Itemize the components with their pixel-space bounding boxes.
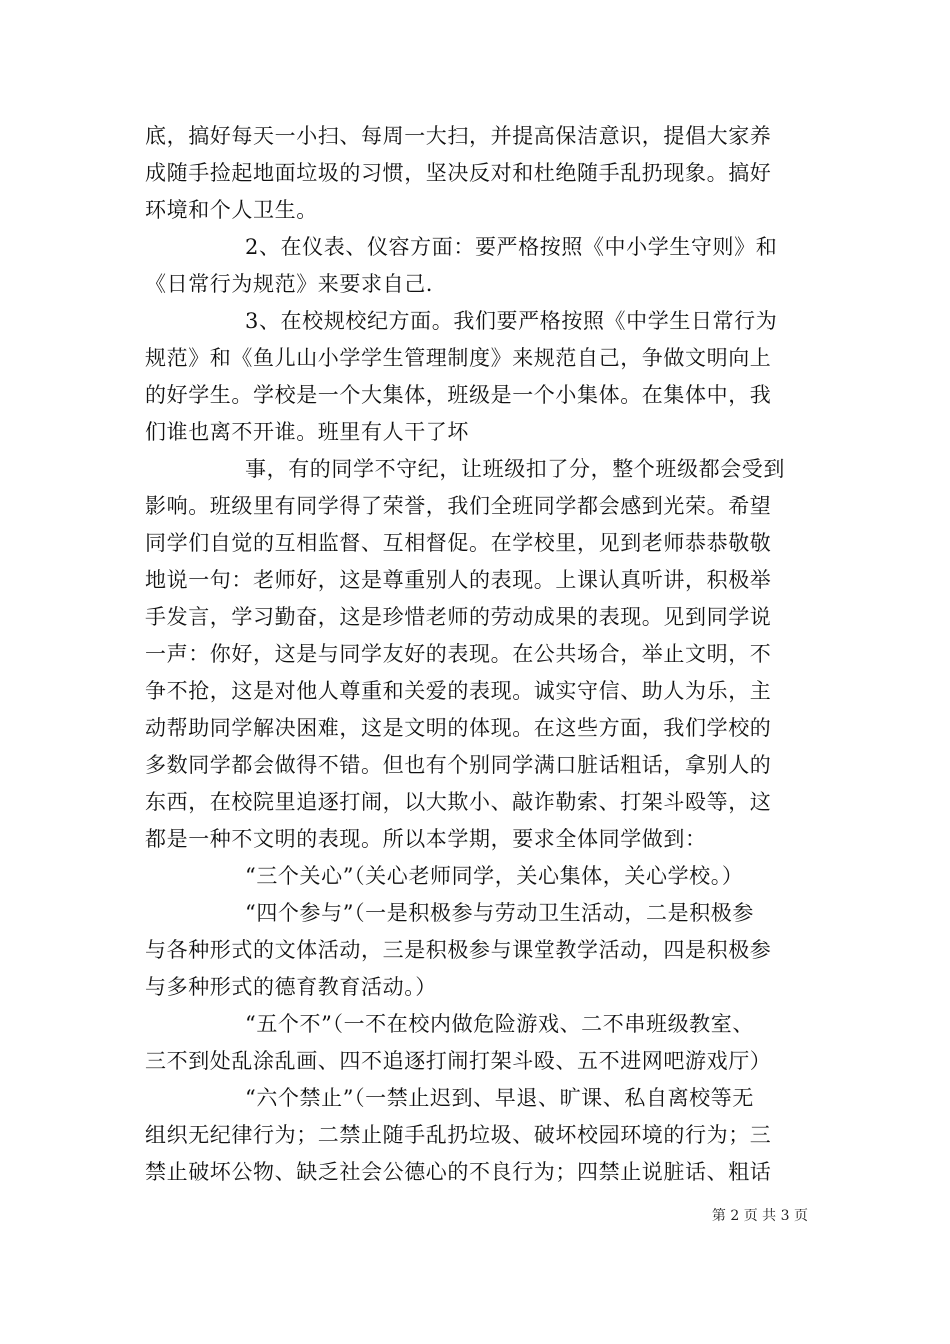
text-line: 底，搞好每天一小扫、每周一大扫，并提高保洁意识，提倡大家养 [145,124,772,148]
text-line: 争不抢，这是对他人尊重和关爱的表现。诚实守信、助人为乐，主 [145,679,772,703]
page-number-label: 第 2 页 共 3 页 [711,1208,808,1224]
text-line-indented: 2、在仪表、仪容方面：要严格按照《中小学生守则》和 [245,235,778,259]
text-line: 三不到处乱涂乱画、四不追逐打闹打架斗殴、五不进网吧游戏厅） [145,1049,772,1073]
text-line: 禁止破坏公物、缺乏社会公德心的不良行为；四禁止说脏话、粗话 [145,1160,772,1184]
text-line: 手发言，学习勤奋，这是珍惜老师的劳动成果的表现。见到同学说 [145,605,772,629]
text-line: 《日常行为规范》来要求自己. [145,272,434,296]
text-line: 地说一句：老师好，这是尊重别人的表现。上课认真听讲，积极举 [145,568,772,592]
text-line: 与各种形式的文体活动，三是积极参与课堂教学活动，四是积极参 [145,938,772,962]
text-line: 们谁也离不开谁。班里有人干了坏 [145,420,469,444]
text-line: 多数同学都会做得不错。但也有个别同学满口脏话粗话，拿别人的 [145,753,772,777]
text-line-indented: “五个不”（一不在校内做危险游戏、二不串班级教室、 [245,1012,754,1036]
text-line: 动帮助同学解决困难，这是文明的体现。在这些方面，我们学校的 [145,716,772,740]
text-line: 影响。班级里有同学得了荣誉，我们全班同学都会感到光荣。希望 [145,494,772,518]
text-line: 同学们自觉的互相监督、互相督促。在学校里，见到老师恭恭敬敬 [145,531,772,555]
body-text [145,118,809,1191]
text-line-indented: 事，有的同学不守纪，让班级扣了分，整个班级都会受到 [245,457,785,481]
text-line: 规范》和《鱼儿山小学学生管理制度》来规范自己，争做文明向上 [145,346,772,370]
text-line-indented: 3、在校规校纪方面。我们要严格按照《中学生日常行为 [245,309,778,333]
document-body [145,118,809,1191]
text-line: 成随手捡起地面垃圾的习惯，坚决反对和杜绝随手乱扔现象。搞好 [145,161,772,185]
text-line: 的好学生。学校是一个大集体，班级是一个小集体。在集体中，我 [145,383,772,407]
text-line: 一声：你好，这是与同学友好的表现。在公共场合，举止文明，不 [145,642,772,666]
text-line: 与多种形式的德育教育活动。） [145,975,437,999]
text-line: 组织无纪律行为；二禁止随手乱扔垃圾、破坏校园环境的行为；三 [145,1123,772,1147]
text-line-indented: “六个禁止”（一禁止迟到、早退、旷课、私自离校等无 [245,1086,754,1110]
text-line-indented: “四个参与”（一是积极参与劳动卫生活动，二是积极参 [245,901,754,925]
page-number-footer [0,1205,950,1225]
text-line-indented: “三个关心”（关心老师同学，关心集体，关心学校。） [245,864,744,888]
text-line: 东西，在校院里追逐打闹，以大欺小、敲诈勒索、打架斗殴等，这 [145,790,772,814]
text-line: 都是一种不文明的表现。所以本学期，要求全体同学做到： [145,827,707,851]
text-line: 环境和个人卫生。 [145,198,318,222]
